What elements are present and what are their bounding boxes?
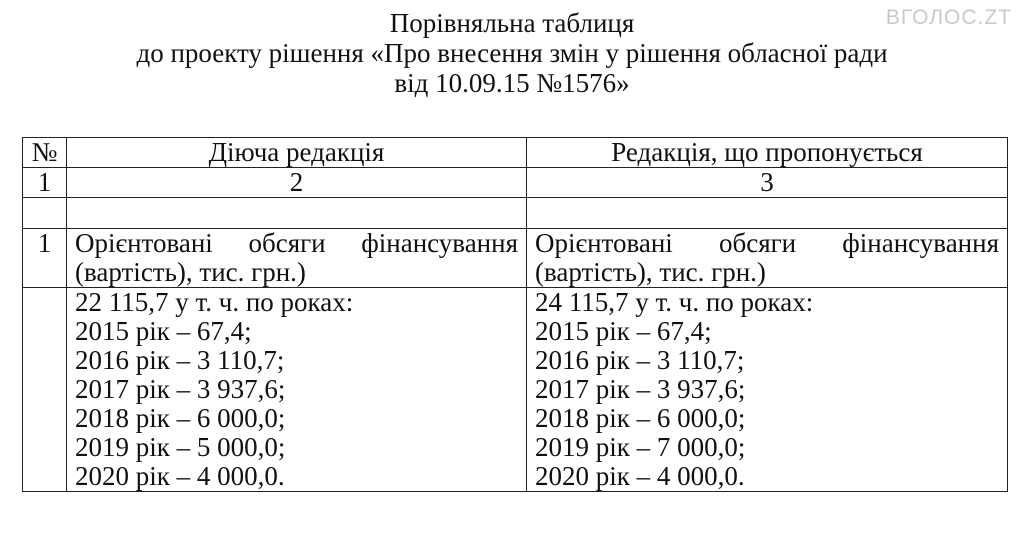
proposed-year-2018: 2018 рік – 6 000,0;: [535, 403, 746, 433]
comparison-table: [22, 137, 1008, 492]
column-number-2: 2: [67, 168, 527, 198]
table-row: [23, 288, 1008, 492]
current-year-2020: 2020 рік – 4 000,0.: [75, 461, 285, 491]
empty-cell: [527, 198, 1008, 229]
site-watermark: ВГОЛОС.ZT: [885, 6, 1012, 29]
proposed-year-2016: 2016 рік – 3 110,7;: [535, 345, 745, 375]
current-funding-label: Орієнтовані обсяги фінансування (вартість), тис. грн.): [67, 229, 527, 288]
table-empty-row: [23, 198, 1008, 229]
proposed-funding-values: [527, 288, 1008, 492]
current-year-2019: 2019 рік – 5 000,0;: [75, 432, 286, 462]
empty-cell: [67, 198, 527, 229]
header-number: №: [23, 138, 67, 168]
current-year-2018: 2018 рік – 6 000,0;: [75, 403, 286, 433]
current-year-2015: 2015 рік – 67,4;: [75, 316, 252, 346]
proposed-year-2017: 2017 рік – 3 937,6;: [535, 374, 746, 404]
empty-cell: [23, 288, 67, 492]
proposed-total: 24 115,7 у т. ч. по роках:: [535, 287, 814, 317]
header-proposed-edition: Редакція, що пропонується: [527, 138, 1008, 168]
current-funding-values: [67, 288, 527, 492]
column-number-3: 3: [527, 168, 1008, 198]
header-title: Порівняльна таблиця: [389, 8, 635, 38]
header-date: від 10.09.15 №1576»: [394, 68, 630, 98]
column-number-1: 1: [23, 168, 67, 198]
header-subtitle: до проекту рішення «Про внесення змін у рішення обласної ради: [136, 38, 888, 68]
table-header-row: [23, 138, 1008, 168]
current-year-2016: 2016 рік – 3 110,7;: [75, 345, 285, 375]
proposed-year-2020: 2020 рік – 4 000,0.: [535, 461, 745, 491]
header-current-edition: Діюча редакція: [67, 138, 527, 168]
proposed-funding-label: Орієнтовані обсяги фінансування (вартість), тис. грн.): [527, 229, 1008, 288]
document-header: [0, 8, 1024, 98]
current-year-2017: 2017 рік – 3 937,6;: [75, 374, 286, 404]
table-numbering-row: [23, 168, 1008, 198]
empty-cell: [23, 198, 67, 229]
row-number: 1: [23, 229, 67, 288]
proposed-year-2015: 2015 рік – 67,4;: [535, 316, 712, 346]
current-total: 22 115,7 у т. ч. по роках:: [75, 287, 354, 317]
table-row: [23, 229, 1008, 288]
proposed-year-2019: 2019 рік – 7 000,0;: [535, 432, 746, 462]
